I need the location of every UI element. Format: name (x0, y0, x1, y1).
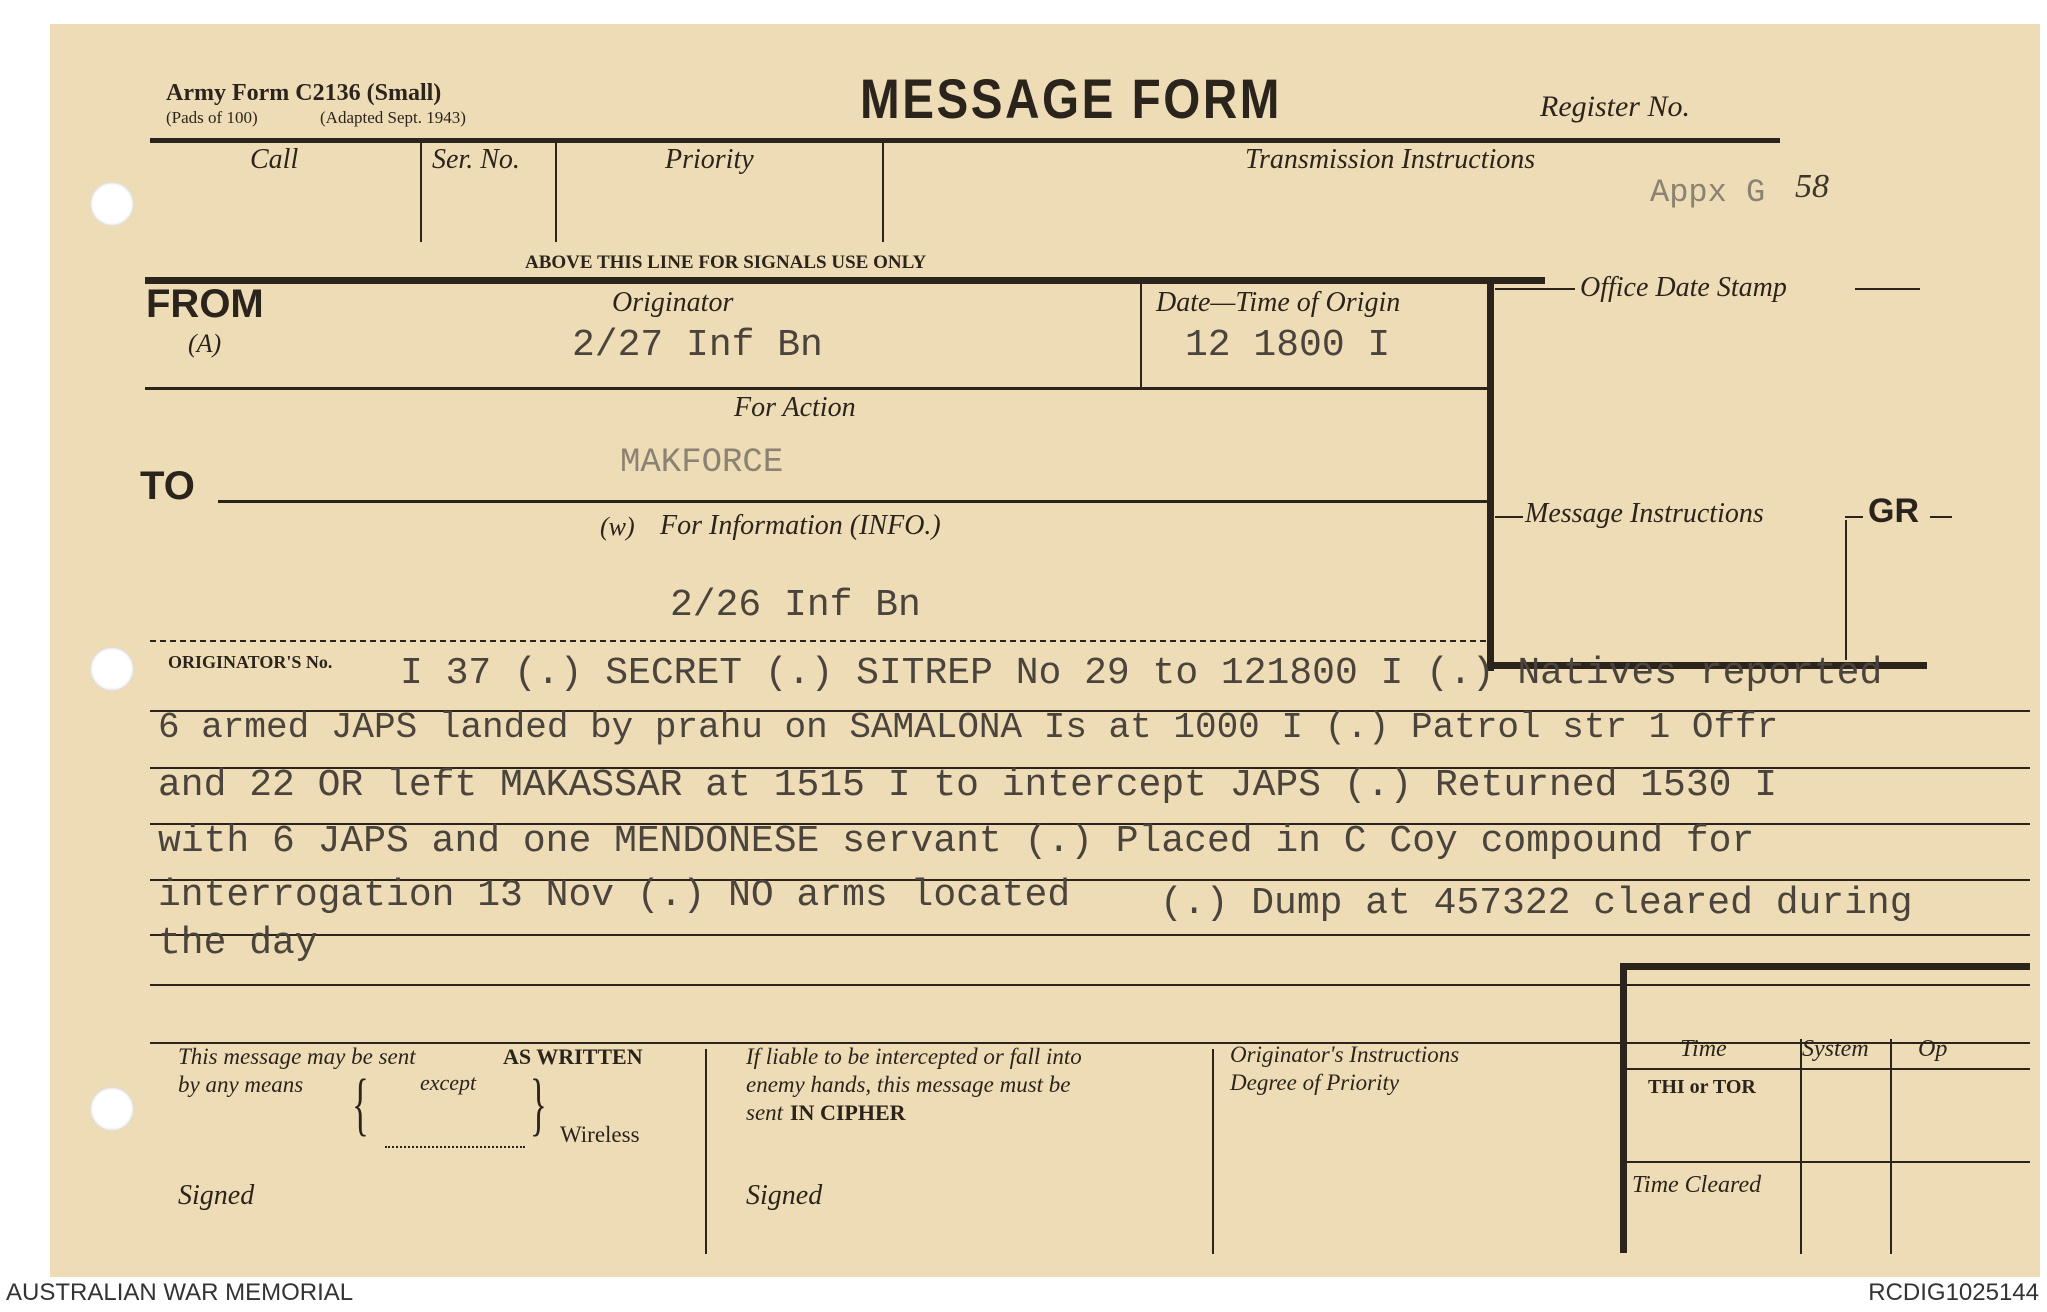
op-label: Op (1918, 1036, 1948, 1062)
top-rule (150, 138, 1780, 143)
col2-signed: Signed (746, 1180, 823, 1211)
priority-label: Priority (665, 144, 754, 175)
message-line: with 6 JAPS and one MENDONESE servant (.) Placed in C Coy compound for (158, 820, 1755, 863)
punch-hole (90, 1087, 134, 1131)
gr-label: GR (1868, 492, 1919, 530)
divider (1845, 520, 1847, 660)
system-label: System (1802, 1036, 1869, 1062)
transmission-label: Transmission Instructions (1245, 144, 1536, 175)
register-no-label: Register No. (1540, 90, 1690, 123)
thi-tor-label: THI or TOR (1648, 1076, 1756, 1098)
col2-text: If liable to be intercepted or fall into (746, 1044, 1082, 1069)
from-box-bottom (145, 387, 1490, 390)
for-information-label: For Information (INFO.) (660, 510, 941, 541)
divider (1890, 1039, 1892, 1254)
punch-hole (90, 182, 134, 226)
col2-text: sent (746, 1100, 784, 1125)
right-box-edge (1487, 277, 1494, 671)
form-pads: (Pads of 100) (166, 108, 258, 127)
col1-except: except (420, 1070, 477, 1095)
for-action-label: For Action (734, 392, 856, 423)
form-adapted: (Adapted Sept. 1943) (320, 108, 466, 127)
time-grid-rule (1627, 1068, 2030, 1070)
col1-wireless: Wireless (560, 1122, 640, 1147)
for-action-value: MAKFORCE (620, 444, 784, 482)
info-prefix: (w) (600, 512, 635, 541)
office-date-stamp-label: Office Date Stamp (1580, 272, 1787, 303)
except-dotted-line (385, 1146, 525, 1148)
instructions-rule (1845, 516, 1863, 518)
from-box-top (145, 277, 1545, 284)
message-line: (.) Dump at 457322 cleared during (1160, 882, 1913, 925)
brace-left: { (352, 1066, 369, 1143)
message-line: and 22 OR left MAKASSAR at 1515 I to intercept JAPS (.) Returned 1530 I (158, 764, 1778, 807)
col1-text: AS WRITTEN (503, 1044, 643, 1069)
originator-label: Originator (612, 287, 734, 318)
originators-no-label: ORIGINATOR'S No. (168, 652, 333, 672)
appx-number: 58 (1795, 168, 1829, 205)
form-name: Army Form C2136 (Small) (166, 80, 442, 106)
stamp-rule (1855, 288, 1920, 290)
from-sub-label: (A) (188, 329, 222, 358)
message-rule (150, 1042, 2030, 1044)
message-rule (150, 934, 2030, 936)
to-rule (218, 500, 1490, 503)
time-cleared-label: Time Cleared (1632, 1172, 1762, 1198)
col3-text: Originator's Instructions (1230, 1042, 1460, 1067)
punch-hole (90, 647, 134, 691)
divider (1140, 282, 1142, 387)
instructions-rule (1930, 516, 1952, 518)
time-box-left (1620, 963, 1627, 1253)
stamp-rule (1495, 288, 1575, 290)
divider (882, 142, 884, 242)
col3-text: Degree of Priority (1230, 1070, 1400, 1095)
footer-id: RCDIG1025144 (1868, 1279, 2039, 1306)
divider (705, 1049, 707, 1254)
col1-signed: Signed (178, 1180, 255, 1211)
info-value: 2/26 Inf Bn (670, 584, 921, 627)
call-label: Call (250, 144, 299, 175)
dto-value: 12 1800 I (1185, 324, 1391, 367)
ser-no-label: Ser. No. (432, 144, 520, 175)
message-line: 6 armed JAPS landed by prahu on SAMALONA Is at 1000 I (.) Patrol str 1 Offr (158, 707, 1779, 748)
dto-label: Date—Time of Origin (1156, 287, 1401, 318)
divider (1212, 1049, 1214, 1254)
message-line: I 37 (.) SECRET (.) SITREP No 29 to 121800 I (.) Natives reported (400, 652, 1883, 695)
divider (420, 142, 422, 242)
message-line: the day (158, 922, 318, 965)
from-label: FROM (146, 282, 264, 326)
signals-use-notice: ABOVE THIS LINE FOR SIGNALS USE ONLY (525, 252, 927, 273)
footer-source: AUSTRALIAN WAR MEMORIAL (6, 1279, 354, 1306)
time-grid-rule (1627, 1161, 2030, 1163)
brace-right: } (530, 1066, 547, 1143)
message-top-rule (150, 640, 1490, 642)
message-instructions-label: Message Instructions (1525, 498, 1764, 529)
divider (1800, 1039, 1802, 1254)
message-line: interrogation 13 Nov (.) NO arms located (158, 874, 1071, 917)
time-box-top (1620, 963, 2030, 970)
divider (555, 142, 557, 242)
page-title: MESSAGE FORM (860, 67, 1282, 130)
message-rule (150, 984, 2030, 986)
time-label: Time (1680, 1036, 1727, 1062)
appx-stamp: Appx G (1650, 174, 1766, 211)
col1-text: by any means (178, 1072, 304, 1097)
col2-text: IN CIPHER (790, 1100, 906, 1125)
col1-text: This message may be sent (178, 1044, 416, 1069)
to-label: TO (140, 464, 195, 508)
originator-value: 2/27 Inf Bn (572, 324, 823, 367)
instructions-rule (1495, 516, 1523, 518)
message-form-card (50, 24, 2040, 1277)
col2-text: enemy hands, this message must be (746, 1072, 1071, 1097)
